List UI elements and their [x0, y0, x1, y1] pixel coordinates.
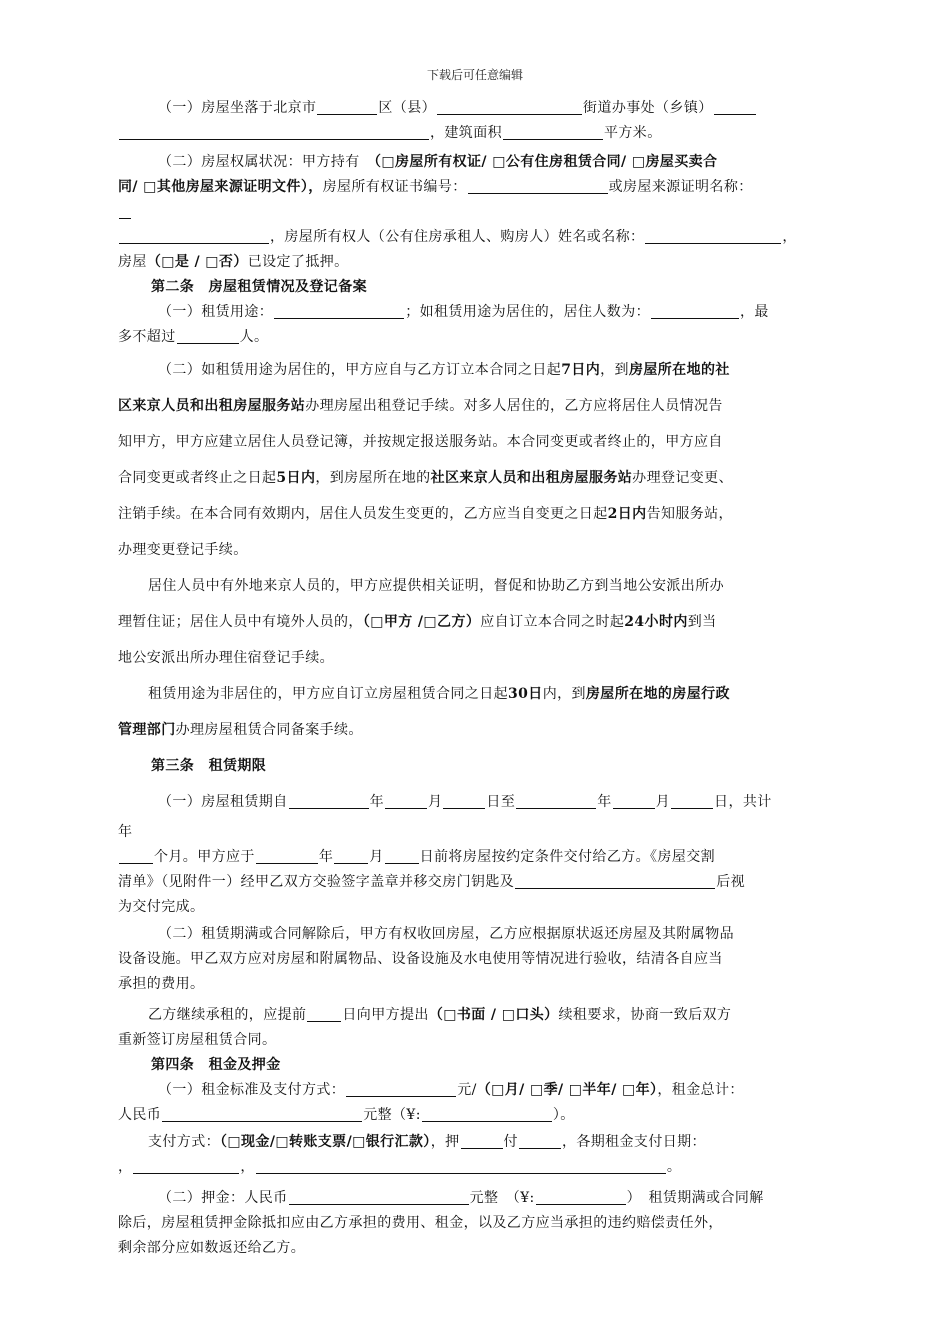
residents-blank[interactable]: [651, 303, 739, 319]
registration-line-2: [118, 388, 834, 424]
text: （一）租赁用途：: [158, 304, 274, 320]
foreign-line-1: 居住人员中有外地来京人员的，甲方应提供相关证明，督促和协助乙方到当地公安派出所办: [148, 578, 724, 594]
text: 房屋所在地的房屋行政: [585, 686, 730, 702]
ownership-line-4: [118, 225, 834, 250]
rent-amount-blank[interactable]: [346, 1081, 456, 1097]
rent-line-1: [118, 1078, 834, 1103]
area-blank[interactable]: [503, 124, 603, 140]
text: 人。: [239, 329, 269, 345]
text: 房屋所在地的社: [628, 362, 730, 378]
text: 年: [597, 794, 612, 810]
notice-days-blank[interactable]: [307, 1006, 341, 1022]
end-day-blank[interactable]: [671, 793, 713, 809]
text: 房屋: [118, 254, 147, 270]
text: 或房屋来源证明名称：: [608, 179, 753, 195]
usage-line-2: [118, 325, 834, 350]
source-name-blank[interactable]: [119, 203, 131, 219]
text: ，: [782, 229, 797, 245]
foreign-line-2: [118, 604, 834, 640]
text: 。: [666, 1159, 682, 1175]
text: ，租金总计：: [657, 1082, 744, 1098]
start-month-blank[interactable]: [385, 793, 427, 809]
ownership-line-5: [118, 250, 834, 275]
owner-name-blank[interactable]: [645, 228, 781, 244]
mortgage-options[interactable]: （□是 / □否）: [146, 254, 248, 270]
registration-line-6: 办理变更登记手续。: [118, 542, 248, 558]
deposit-line-1: [118, 1186, 834, 1211]
text: ；如租赁用途为居住的，居住人数为：: [405, 304, 651, 320]
end-year-blank[interactable]: [516, 793, 596, 809]
ownership-line-2: [118, 175, 834, 200]
text: 月: [369, 849, 384, 865]
payment-date-blank-1[interactable]: [133, 1158, 239, 1174]
foreign-line-3: 地公安派出所办理住宿登记手续。: [118, 650, 334, 666]
deposit-amount-blank[interactable]: [289, 1189, 469, 1205]
registration-line-1: [118, 352, 834, 388]
payment-line-1: [118, 1130, 834, 1155]
payment-method-options[interactable]: （□现金/□转账支票/□银行汇款）: [220, 1134, 431, 1150]
text: 7日内: [561, 362, 601, 378]
text: 办理登记变更、: [632, 470, 733, 486]
handover-blank[interactable]: [515, 873, 715, 889]
address-blank[interactable]: [119, 124, 429, 140]
term-line-5: 为交付完成。: [118, 899, 205, 915]
text: 付: [503, 1134, 518, 1150]
text: （□房屋所有权证/ □公有住房租赁合同/ □房屋买卖合: [374, 154, 718, 170]
article-3-title: 第三条 租赁期限: [151, 758, 267, 774]
deposit-line-2: 除后，房屋租赁押金除抵扣应由乙方承担的费用、租金，以及乙方应当承担的违约赔偿责任外，: [118, 1215, 723, 1231]
rent-period-options[interactable]: （□月/ □季/ □半年/ □年）: [476, 1082, 658, 1098]
text: 清单》（见附件一）经甲乙双方交验签字盖章并移交房门钥匙及: [118, 874, 515, 890]
text: 房屋所有权证书编号：: [322, 179, 467, 195]
location-line-2: [118, 121, 834, 146]
text: 办理房屋租赁合同备案手续。: [175, 722, 363, 738]
text: （一）房屋坐落于北京市: [158, 100, 317, 116]
term-line-4: [118, 870, 834, 895]
town-blank[interactable]: [714, 99, 756, 115]
text: 管理部门: [118, 722, 176, 738]
text: 月: [428, 794, 443, 810]
party-options[interactable]: （□甲方 /□乙方）: [362, 614, 481, 630]
text: 年: [369, 794, 385, 810]
term-line-1: [118, 784, 834, 820]
text: 应自订立本合同之时起: [480, 614, 625, 630]
delivery-day-blank[interactable]: [385, 848, 419, 864]
deposit-count-blank[interactable]: [461, 1133, 503, 1149]
text: 区来京人员和出租房屋服务站: [118, 398, 306, 414]
renewal-line-2: 重新签订房屋租赁合同。: [118, 1032, 277, 1048]
start-year-blank[interactable]: [289, 793, 369, 809]
registration-line-5: [118, 496, 834, 532]
text: 区（县）: [378, 100, 437, 116]
renewal-options[interactable]: （□书面 / □口头）: [428, 1007, 559, 1023]
page-header: 下载后可任意编辑: [426, 68, 523, 82]
text: 日，共计: [714, 794, 772, 810]
ownership-line-1: [118, 150, 834, 175]
text: 个月。甲方应于: [154, 849, 255, 865]
usage-line-1: [118, 300, 834, 325]
text: 日前将房屋按约定条件交付给乙方。《房屋交割: [419, 849, 716, 865]
text: 注销手续。在本合同有效期内，居住人员发生变更的，乙方应当自变更之日起: [118, 506, 608, 522]
text: ，: [118, 1159, 133, 1175]
text: 多不超过: [118, 329, 176, 345]
text: ，到: [600, 362, 629, 378]
pay-count-blank[interactable]: [519, 1133, 561, 1149]
text: 平方米。: [604, 125, 662, 141]
text: 日向甲方提出: [342, 1007, 429, 1023]
months-blank[interactable]: [119, 848, 153, 864]
contract-body: [118, 96, 834, 1261]
text: ，房屋所有权人（公有住房承租人、购房人）姓名或名称：: [270, 229, 645, 245]
text: 告知服务站，: [646, 506, 733, 522]
deposit-line-3: 剩余部分应如数返还给乙方。: [118, 1240, 306, 1256]
text: 租赁用途为非居住的，甲方应自订立房屋租赁合同之日起: [148, 686, 508, 702]
end-month-blank[interactable]: [613, 793, 655, 809]
text: 5日内: [276, 470, 316, 486]
text: 到当: [687, 614, 717, 630]
text: 元整 （¥:: [469, 1190, 535, 1206]
return-line-1: （二）租赁期满或合同解除后，甲方有权收回房屋，乙方应根据原状返还房屋及其附属物品: [158, 926, 734, 942]
max-residents-blank[interactable]: [177, 328, 239, 344]
street-blank[interactable]: [437, 99, 582, 115]
location-line-1: [118, 96, 834, 121]
payment-date-blank-2[interactable]: [256, 1158, 666, 1174]
text: 街道办事处（乡镇）: [583, 100, 713, 116]
text: （一）房屋租赁期自: [158, 794, 288, 810]
return-line-3: 承担的费用。: [118, 976, 205, 992]
text: 2日内: [607, 506, 647, 522]
text: 乙方继续承租的，应提前: [148, 1007, 307, 1023]
text: ，建筑面积: [430, 125, 502, 141]
text: 续租要求，协商一致后双方: [558, 1007, 732, 1023]
text: ，押: [430, 1134, 460, 1150]
term-line-2: 年: [118, 824, 133, 840]
text: 内，到: [542, 686, 586, 702]
rent-line-2: [118, 1103, 834, 1128]
text: ，最: [740, 304, 769, 320]
registration-line-3: 知甲方，甲方应建立居住人员登记簿，并按规定报送服务站。本合同变更或者终止的，甲方应自: [118, 434, 723, 450]
text: 元/: [457, 1082, 477, 1098]
deposit-number-blank[interactable]: [536, 1189, 626, 1205]
text: 社区来京人员和出租房屋服务站: [430, 470, 633, 486]
text: 合同变更或者终止之日起: [118, 470, 277, 486]
text: （二）房屋权属状况：甲方持有: [158, 154, 374, 170]
text: 已设定了抵押。: [247, 254, 349, 270]
nonresidential-line-2: [118, 712, 834, 748]
renewal-line-1: [118, 1003, 834, 1028]
certificate-number-blank[interactable]: [468, 178, 608, 194]
text: ）。: [552, 1107, 575, 1123]
source-name-blank-2[interactable]: [119, 228, 269, 244]
rent-total-blank[interactable]: [162, 1106, 362, 1122]
text: 支付方式：: [148, 1134, 220, 1150]
text: 人民币: [118, 1107, 162, 1123]
delivery-month-blank[interactable]: [334, 848, 368, 864]
article-2-title: 第二条 房屋租赁情况及登记备案: [151, 279, 367, 295]
text: ，到房屋所在地的: [315, 470, 431, 486]
text: 24小时内: [624, 614, 688, 630]
text: 月: [655, 794, 671, 810]
start-day-blank[interactable]: [443, 793, 485, 809]
text: 年: [318, 849, 334, 865]
text: 同/ □其他房屋来源证明文件），: [118, 179, 323, 195]
ownership-line-3: [118, 200, 834, 225]
district-blank[interactable]: [317, 99, 377, 115]
text: 理暂住证；居住人员中有境外人员的，: [118, 614, 363, 630]
registration-line-4: [118, 460, 834, 496]
text: 元整（¥:: [363, 1107, 421, 1123]
article-4-title: 第四条 租金及押金: [151, 1057, 281, 1073]
return-line-2: 设备设施。甲乙双方应对房屋和附属物品、设备设施及水电使用等情况进行验收，结清各自应当: [118, 951, 723, 967]
text: （二）押金：人民币: [158, 1190, 288, 1206]
text: 日至: [486, 794, 516, 810]
text: 后视: [716, 874, 746, 890]
payment-line-2: [118, 1155, 834, 1180]
text: 办理房屋出租登记手续。对多人居住的，乙方应将居住人员情况告: [305, 398, 723, 414]
text: ） 租赁期满或合同解: [626, 1190, 764, 1206]
term-line-3: [118, 845, 834, 870]
text: ，: [240, 1159, 255, 1175]
text: （一）租金标准及支付方式：: [158, 1082, 346, 1098]
usage-blank[interactable]: [274, 303, 404, 319]
rent-total-number-blank[interactable]: [422, 1106, 552, 1122]
nonresidential-line-1: [118, 676, 834, 712]
text: 30日: [508, 686, 543, 702]
delivery-year-blank[interactable]: [256, 848, 318, 864]
text: ，各期租金支付日期：: [561, 1134, 706, 1150]
text: （二）如租赁用途为居住的，甲方应自与乙方订立本合同之日起: [158, 362, 562, 378]
